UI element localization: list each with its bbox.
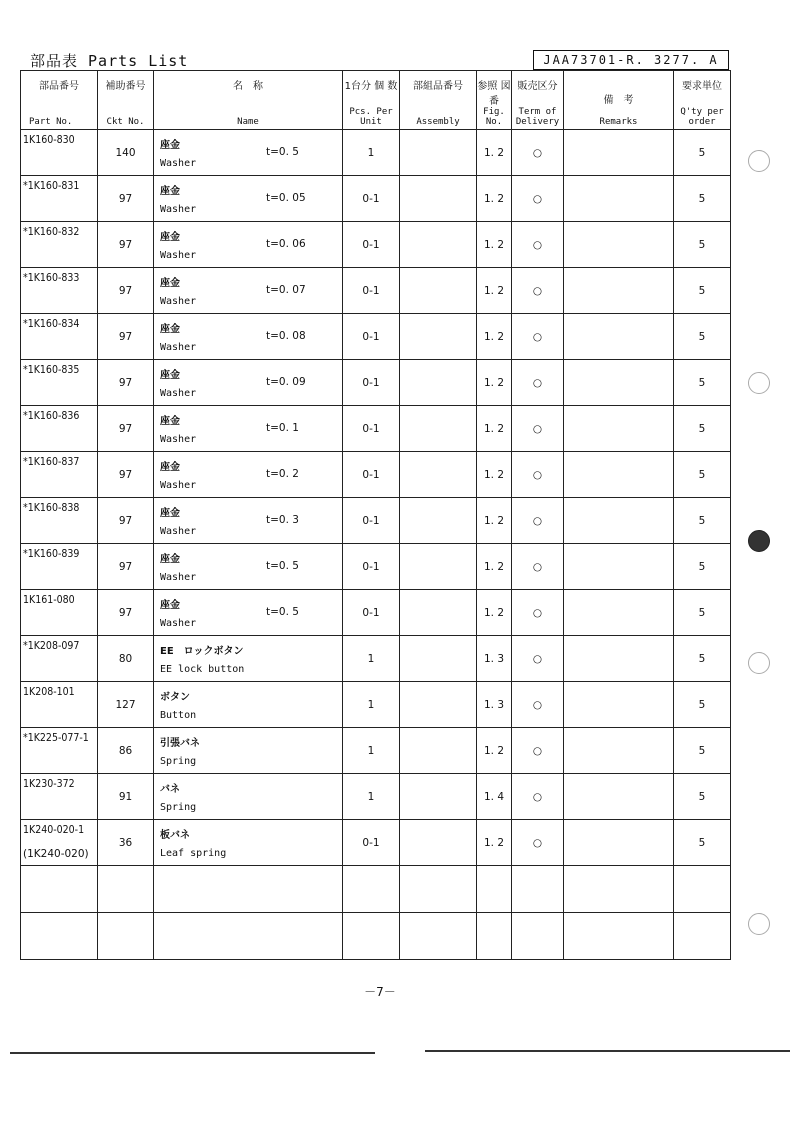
remarks-cell <box>564 544 674 590</box>
part-number-alt: (1K240-020) <box>23 848 89 860</box>
remarks-cell <box>564 176 674 222</box>
col-qty: 1台分 個 数 Pcs. Per Unit <box>343 71 400 130</box>
name-jp: 座金 <box>160 186 180 197</box>
blank-cell <box>512 866 564 913</box>
qty-per-unit: 0-1 <box>343 268 400 314</box>
fig-number: 1. 2 <box>477 590 512 636</box>
name-cell <box>154 268 343 314</box>
qty-per-order: 5 <box>674 774 731 820</box>
name-jp: 座金 <box>160 508 180 519</box>
remarks-cell <box>564 360 674 406</box>
part-number-cell <box>21 636 98 682</box>
blank-cell <box>21 866 98 913</box>
table-row <box>21 682 731 728</box>
blank-cell <box>343 866 400 913</box>
col-assembly: 部組品番号 Assembly <box>400 71 477 130</box>
assembly-cell <box>400 774 477 820</box>
name-jp: 板バネ <box>160 830 190 841</box>
name-jp: 座金 <box>160 232 180 243</box>
blank-cell <box>674 913 731 960</box>
name-en: Spring <box>160 756 197 767</box>
thickness-spec: t=0. 05 <box>266 192 306 204</box>
table-row <box>21 544 731 590</box>
qty-per-order: 5 <box>674 406 731 452</box>
fig-number: 1. 3 <box>477 636 512 682</box>
name-cell <box>154 498 343 544</box>
part-number-cell <box>21 544 98 590</box>
qty-per-order: 5 <box>674 498 731 544</box>
part-number-cell <box>21 176 98 222</box>
fig-number: 1. 2 <box>477 728 512 774</box>
qty-per-unit: 1 <box>343 728 400 774</box>
name-cell <box>154 728 343 774</box>
assembly-cell <box>400 498 477 544</box>
blank-cell <box>400 866 477 913</box>
footer-rule-left <box>10 1052 375 1054</box>
blank-cell <box>343 913 400 960</box>
part-number-cell <box>21 498 98 544</box>
thickness-spec: t=0. 5 <box>266 560 299 572</box>
ckt-number: 97 <box>98 360 154 406</box>
part-number-cell <box>21 314 98 360</box>
fig-number: 1. 2 <box>477 820 512 866</box>
table-row <box>21 176 731 222</box>
name-en: Spring <box>160 802 197 813</box>
assembly-cell <box>400 590 477 636</box>
name-cell <box>154 222 343 268</box>
qty-per-unit: 1 <box>343 130 400 176</box>
assembly-cell <box>400 452 477 498</box>
remarks-cell <box>564 590 674 636</box>
part-number-cell <box>21 774 98 820</box>
table-row <box>21 222 731 268</box>
part-number: *1K160-833 <box>23 272 80 284</box>
name-cell <box>154 406 343 452</box>
remarks-cell <box>564 636 674 682</box>
part-number-cell <box>21 406 98 452</box>
thickness-spec: t=0. 06 <box>266 238 306 250</box>
ckt-number: 36 <box>98 820 154 866</box>
ckt-number: 140 <box>98 130 154 176</box>
name-en: Washer <box>160 526 197 537</box>
delivery-mark: ○ <box>512 820 564 866</box>
name-en: Washer <box>160 296 197 307</box>
fig-number: 1. 2 <box>477 498 512 544</box>
part-number: *1K160-838 <box>23 502 80 514</box>
name-jp: ボタン <box>160 692 190 703</box>
blank-cell <box>564 866 674 913</box>
ckt-number: 86 <box>98 728 154 774</box>
part-number-cell <box>21 222 98 268</box>
delivery-mark: ○ <box>512 774 564 820</box>
assembly-cell <box>400 820 477 866</box>
remarks-cell <box>564 130 674 176</box>
name-jp: EE ロックボタン <box>160 646 244 657</box>
ckt-number: 91 <box>98 774 154 820</box>
qty-per-unit: 0-1 <box>343 360 400 406</box>
part-number: *1K225-077-1 <box>23 732 89 744</box>
assembly-cell <box>400 636 477 682</box>
name-en: EE lock button <box>160 664 245 675</box>
name-en: Washer <box>160 204 197 215</box>
fig-number: 1. 2 <box>477 544 512 590</box>
ckt-number: 97 <box>98 544 154 590</box>
remarks-cell <box>564 452 674 498</box>
thickness-spec: t=0. 08 <box>266 330 306 342</box>
thickness-spec: t=0. 1 <box>266 422 299 434</box>
qty-per-order: 5 <box>674 590 731 636</box>
name-cell <box>154 452 343 498</box>
remarks-cell <box>564 728 674 774</box>
page-number: －7－ <box>364 985 396 999</box>
qty-per-order: 5 <box>674 130 731 176</box>
part-number: *1K160-839 <box>23 548 80 560</box>
ckt-number: 80 <box>98 636 154 682</box>
blank-cell <box>98 913 154 960</box>
qty-per-unit: 0-1 <box>343 498 400 544</box>
part-number-cell <box>21 682 98 728</box>
name-en: Washer <box>160 480 197 491</box>
col-ckt-no: 補助番号 Ckt No. <box>98 71 154 130</box>
table-row <box>21 820 731 866</box>
part-number: 1K161-080 <box>23 594 75 606</box>
table-row <box>21 268 731 314</box>
thickness-spec: t=0. 5 <box>266 146 299 158</box>
fig-number: 1. 2 <box>477 452 512 498</box>
qty-per-unit: 1 <box>343 682 400 728</box>
col-fig: 参照 図番 Fig. No. <box>477 71 512 130</box>
delivery-mark: ○ <box>512 130 564 176</box>
part-number: 1K240-020-1 <box>23 824 85 836</box>
name-jp: 座金 <box>160 416 180 427</box>
blank-cell <box>400 913 477 960</box>
col-remarks: 備 考 Remarks <box>564 71 674 130</box>
table-row <box>21 728 731 774</box>
part-number-cell <box>21 360 98 406</box>
qty-per-order: 5 <box>674 452 731 498</box>
part-number: *1K160-835 <box>23 364 80 376</box>
binder-hole-icon <box>748 372 770 394</box>
ckt-number: 127 <box>98 682 154 728</box>
part-number-cell <box>21 820 98 866</box>
remarks-cell <box>564 406 674 452</box>
assembly-cell <box>400 222 477 268</box>
part-number: *1K208-097 <box>23 640 80 652</box>
delivery-mark: ○ <box>512 452 564 498</box>
col-part-no: 部品番号 Part No. <box>21 71 98 130</box>
delivery-mark: ○ <box>512 314 564 360</box>
table-row <box>21 314 731 360</box>
ckt-number: 97 <box>98 406 154 452</box>
blank-cell <box>154 866 343 913</box>
ckt-number: 97 <box>98 314 154 360</box>
remarks-cell <box>564 314 674 360</box>
qty-per-order: 5 <box>674 682 731 728</box>
name-jp: バネ <box>160 784 180 795</box>
name-en: Washer <box>160 572 197 583</box>
blank-cell <box>477 866 512 913</box>
assembly-cell <box>400 130 477 176</box>
part-number-cell <box>21 130 98 176</box>
assembly-cell <box>400 176 477 222</box>
name-cell <box>154 360 343 406</box>
fig-number: 1. 2 <box>477 130 512 176</box>
binder-hole-icon <box>748 150 770 172</box>
assembly-cell <box>400 314 477 360</box>
qty-per-unit: 0-1 <box>343 590 400 636</box>
table-row <box>21 636 731 682</box>
assembly-cell <box>400 682 477 728</box>
delivery-mark: ○ <box>512 176 564 222</box>
part-number: 1K208-101 <box>23 686 75 698</box>
name-jp: 座金 <box>160 600 180 611</box>
name-cell <box>154 176 343 222</box>
part-number-cell <box>21 590 98 636</box>
remarks-cell <box>564 268 674 314</box>
name-en: Washer <box>160 618 197 629</box>
name-cell <box>154 544 343 590</box>
binder-hole-icon <box>748 530 770 552</box>
delivery-mark: ○ <box>512 268 564 314</box>
fig-number: 1. 2 <box>477 176 512 222</box>
table-row <box>21 774 731 820</box>
blank-cell <box>98 866 154 913</box>
ckt-number: 97 <box>98 498 154 544</box>
qty-per-unit: 0-1 <box>343 176 400 222</box>
part-number-cell <box>21 728 98 774</box>
name-cell <box>154 314 343 360</box>
thickness-spec: t=0. 2 <box>266 468 299 480</box>
assembly-cell <box>400 360 477 406</box>
name-cell <box>154 682 343 728</box>
qty-per-unit: 0-1 <box>343 222 400 268</box>
name-jp: 座金 <box>160 324 180 335</box>
qty-per-order: 5 <box>674 360 731 406</box>
delivery-mark: ○ <box>512 360 564 406</box>
table-row <box>21 590 731 636</box>
thickness-spec: t=0. 07 <box>266 284 306 296</box>
delivery-mark: ○ <box>512 222 564 268</box>
qty-per-unit: 1 <box>343 774 400 820</box>
part-number: *1K160-837 <box>23 456 80 468</box>
table-row <box>21 406 731 452</box>
thickness-spec: t=0. 3 <box>266 514 299 526</box>
part-number: *1K160-831 <box>23 180 80 192</box>
ckt-number: 97 <box>98 452 154 498</box>
name-jp: 座金 <box>160 140 180 151</box>
name-jp: 座金 <box>160 278 180 289</box>
qty-per-unit: 0-1 <box>343 406 400 452</box>
thickness-spec: t=0. 5 <box>266 606 299 618</box>
col-name: 名 称 Name <box>154 71 343 130</box>
name-cell <box>154 130 343 176</box>
delivery-mark: ○ <box>512 682 564 728</box>
table-row <box>21 360 731 406</box>
remarks-cell <box>564 820 674 866</box>
fig-number: 1. 2 <box>477 268 512 314</box>
assembly-cell <box>400 728 477 774</box>
name-en: Button <box>160 710 197 721</box>
binder-hole-icon <box>748 652 770 674</box>
part-number-cell <box>21 268 98 314</box>
qty-per-order: 5 <box>674 820 731 866</box>
delivery-mark: ○ <box>512 498 564 544</box>
document-number: JAA73701-R. 3277. A <box>533 50 729 70</box>
qty-per-order: 5 <box>674 314 731 360</box>
name-cell <box>154 636 343 682</box>
blank-cell <box>564 913 674 960</box>
binder-hole-icon <box>748 913 770 935</box>
name-en: Washer <box>160 434 197 445</box>
footer-rule-right <box>425 1050 790 1052</box>
name-en: Washer <box>160 388 197 399</box>
assembly-cell <box>400 268 477 314</box>
name-jp: 引張バネ <box>160 738 200 749</box>
name-en: Leaf spring <box>160 848 227 859</box>
blank-row <box>21 866 731 913</box>
part-number: *1K160-832 <box>23 226 80 238</box>
blank-cell <box>477 913 512 960</box>
delivery-mark: ○ <box>512 544 564 590</box>
part-number: 1K230-372 <box>23 778 75 790</box>
table-body <box>21 130 731 960</box>
delivery-mark: ○ <box>512 728 564 774</box>
name-jp: 座金 <box>160 462 180 473</box>
remarks-cell <box>564 774 674 820</box>
name-en: Washer <box>160 342 197 353</box>
name-en: Washer <box>160 158 197 169</box>
table-row <box>21 452 731 498</box>
ckt-number: 97 <box>98 590 154 636</box>
assembly-cell <box>400 544 477 590</box>
remarks-cell <box>564 682 674 728</box>
part-number: *1K160-834 <box>23 318 80 330</box>
qty-per-unit: 0-1 <box>343 314 400 360</box>
name-cell <box>154 820 343 866</box>
qty-per-order: 5 <box>674 176 731 222</box>
blank-cell <box>154 913 343 960</box>
name-en: Washer <box>160 250 197 261</box>
name-cell <box>154 774 343 820</box>
table-row <box>21 498 731 544</box>
ckt-number: 97 <box>98 268 154 314</box>
qty-per-unit: 0-1 <box>343 452 400 498</box>
qty-per-unit: 0-1 <box>343 820 400 866</box>
table-row <box>21 130 731 176</box>
ckt-number: 97 <box>98 222 154 268</box>
name-jp: 座金 <box>160 370 180 381</box>
qty-per-order: 5 <box>674 268 731 314</box>
blank-cell <box>674 866 731 913</box>
name-jp: 座金 <box>160 554 180 565</box>
qty-per-order: 5 <box>674 636 731 682</box>
fig-number: 1. 2 <box>477 360 512 406</box>
assembly-cell <box>400 406 477 452</box>
fig-number: 1. 3 <box>477 682 512 728</box>
qty-per-order: 5 <box>674 544 731 590</box>
ckt-number: 97 <box>98 176 154 222</box>
delivery-mark: ○ <box>512 406 564 452</box>
col-delivery: 販売区分 Term of Delivery <box>512 71 564 130</box>
qty-per-order: 5 <box>674 222 731 268</box>
name-cell <box>154 590 343 636</box>
qty-per-order: 5 <box>674 728 731 774</box>
remarks-cell <box>564 498 674 544</box>
blank-cell <box>21 913 98 960</box>
fig-number: 1. 2 <box>477 406 512 452</box>
delivery-mark: ○ <box>512 636 564 682</box>
parts-table <box>20 70 731 960</box>
blank-row <box>21 913 731 960</box>
qty-per-unit: 0-1 <box>343 544 400 590</box>
fig-number: 1. 2 <box>477 314 512 360</box>
page-title: 部品表 Parts List <box>30 52 189 70</box>
col-order: 要求単位 Q'ty per order <box>674 71 731 130</box>
thickness-spec: t=0. 09 <box>266 376 306 388</box>
part-number-cell <box>21 452 98 498</box>
delivery-mark: ○ <box>512 590 564 636</box>
table-header-row <box>21 71 731 130</box>
fig-number: 1. 2 <box>477 222 512 268</box>
remarks-cell <box>564 222 674 268</box>
fig-number: 1. 4 <box>477 774 512 820</box>
qty-per-unit: 1 <box>343 636 400 682</box>
part-number: 1K160-830 <box>23 134 75 146</box>
blank-cell <box>512 913 564 960</box>
part-number: *1K160-836 <box>23 410 80 422</box>
